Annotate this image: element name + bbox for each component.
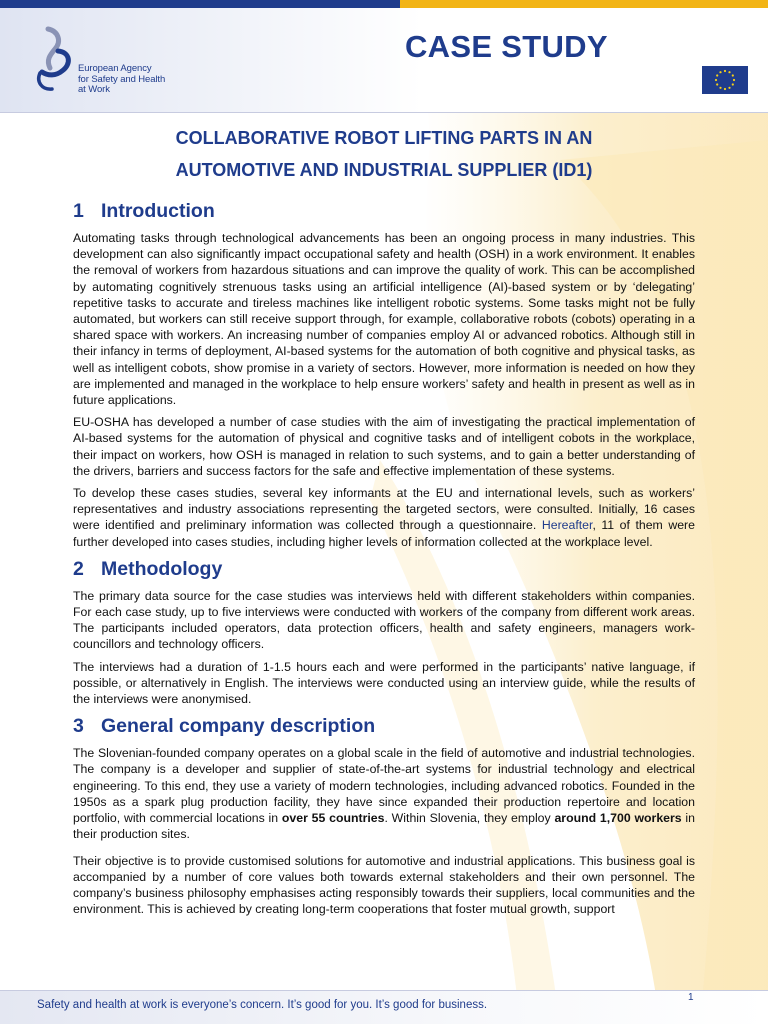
footer-slogan: Safety and health at work is everyone’s concern. It’s good for you. It’s good for business. (37, 999, 488, 1011)
header-band (0, 8, 768, 112)
methodology-paragraph-1: The primary data source for the case studies was interviews held with different stakeholders within companies. For each case study, up to five interviews were conducted with workers of the company from different work areas. The participants included operators, data protection officers, health and safety engineers, managers work-councillors and technology officers. (73, 588, 695, 652)
intro-paragraph-3: To develop these cases studies, several key informants at the EU and international levels, such as workers’ representatives and industry associations representing the targeted sectors, were consulted. Initially, 16 cases were identified and preliminary information was collected through a questionnaire. Hereafter, 11 of them were further developed into cases studies, including higher levels of information collected at the workplace level. (73, 486, 695, 549)
company-paragraph-1: The Slovenian-founded company operates on a global scale in the field of automotive and industrial technologies. The company is a developer and supplier of state-of-the-art systems for industrial technology and electrical engineering. To this end, they use a variety of modern technologies, including advanced robotics. Founded in the 1950s as a spark plug production facility, they have since expanded their production repertoire and location portfolio, with commercial locations in over 55 countries. Within Slovenia, they employ around 1,700 workers in their production sites. (73, 746, 695, 842)
intro-paragraph-2: EU-OSHA has developed a number of case studies with the aim of investigating the practical implementation of AI-based systems for the automation of physical and cognitive tasks and of intelligent cobots in the workplace, their impact on workers, how OSH is managed in relation to such systems, and to gain a better understanding of the drivers, barriers and success factors for the safe and effective implementation of these systems. (73, 415, 695, 478)
case-study-label: CASE STUDY (405, 29, 608, 64)
document-body (73, 122, 695, 923)
header-divider (0, 112, 768, 113)
eu-flag-icon (702, 66, 748, 94)
section-heading-company-description: 3 General company description (73, 715, 376, 738)
page-number: 1 (688, 992, 694, 1003)
section-heading-introduction: 1 Introduction (73, 200, 215, 222)
intro-paragraph-1: Automating tasks through technological advancements has been an ongoing process in many industries. This development can also significantly impact occupational safety and health (OSH) in a work environment. It enables the removal of workers from hazardous situations and can improve the quality of work. This can be accomplished by automating cognitively strenuous tasks using an artificial intelligence (AI)-based system or by ‘delegating’ repetitive tasks to accurate and tireless machines like intelligent robotic systems. Some tasks might not be fully automated, but workers can still receive support through, for example, collaborative robots (cobots) operating in a shared space with workers. An increasing number of companies employ AI or advanced robotics. Although still in their infancy in terms of deployment, AI-based systems for the automation of both cognitive and physical tasks, as well as intelligent cobots, show promise in a variety of sectors. However, more information is needed on how they are implemented and managed in the workplace to help ensure workers’ safety and health in present as well as in future applications. (73, 231, 695, 408)
footer-divider (0, 990, 768, 991)
section-heading-methodology: 2 Methodology (73, 557, 223, 580)
methodology-paragraph-2: The interviews had a duration of 1-1.5 hours each and were performed in the participants’ native language, if possible, or alternatively in English. The interviews were conducted using an interview guide, while the results of the interviews were anonymised. (73, 659, 695, 707)
document-title: COLLABORATIVE ROBOT LIFTING PARTS IN AN AUTOMOTIVE AND INDUSTRIAL SUPPLIER (ID1) (175, 128, 593, 180)
company-paragraph-2: Their objective is to provide customised solutions for automotive and industrial applications. This business goal is accompanied by a number of core values both towards external stakeholders and their own personnel. The company’s business philosophy emphasises acting responsibly towards their suppliers, local communities and the environment. This is achieved by creating long-term cooperations that foster mutual growth, support (73, 853, 695, 917)
eu-osha-logo-icon (34, 26, 74, 96)
header-top-bar (0, 0, 768, 8)
logo-text: European Agency for Safety and Health at Work (78, 63, 166, 95)
